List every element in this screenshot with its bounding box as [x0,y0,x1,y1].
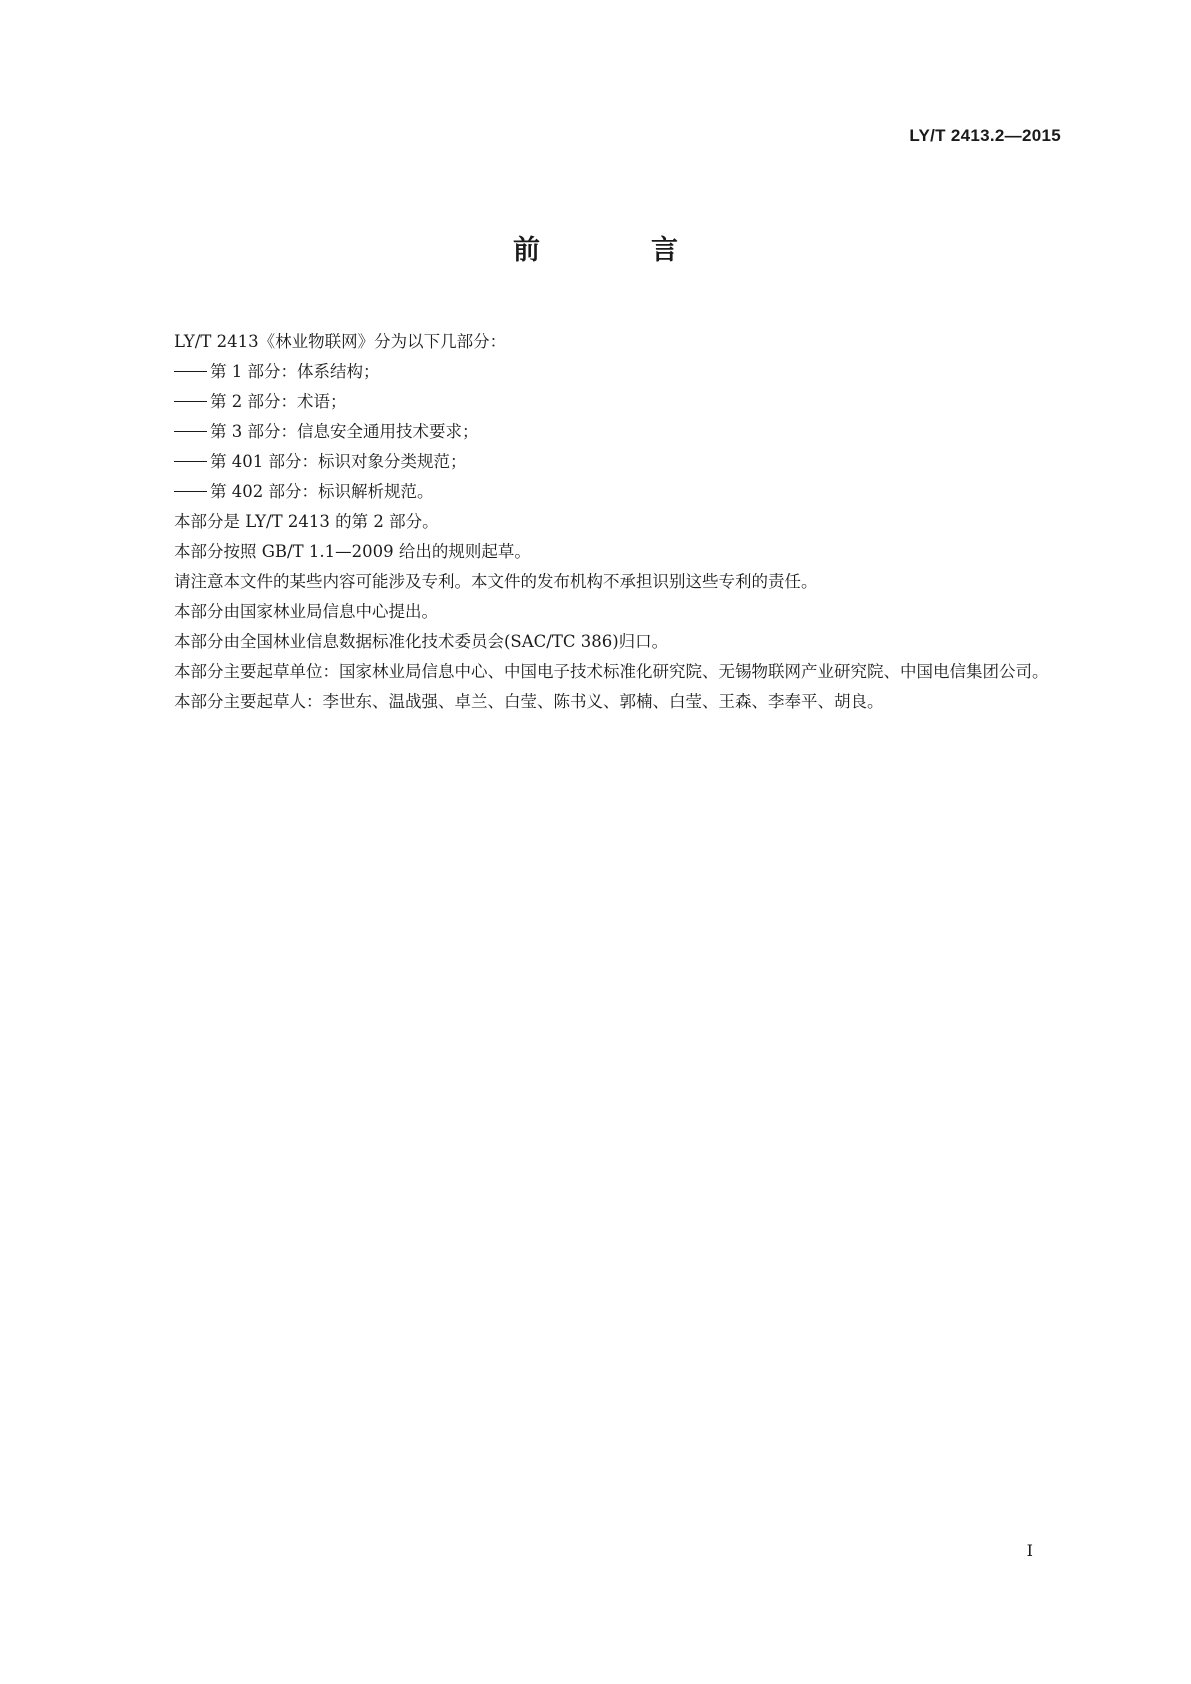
proposer-statement: 本部分由国家林业局信息中心提出。 [174,602,438,621]
part-list-item [138,357,1068,387]
part-label: 第 1 部分：体系结构； [210,362,380,381]
part-label: 第 3 部分：信息安全通用技术要求； [210,422,479,441]
part-label: 第 402 部分：标识解析规范。 [210,482,434,501]
page-number: I [1026,1541,1033,1560]
part-list-item [138,387,1068,417]
dash-marker [174,431,207,432]
part-list-item [138,417,1068,447]
intro-paragraph: LY/T 2413《林业物联网》分为以下几部分： [174,332,507,351]
committee-statement: 本部分由全国林业信息数据标准化技术委员会(SAC/TC 386)归口。 [174,632,669,651]
dash-marker [174,401,207,402]
page-title: 前 言 [513,235,720,266]
dash-marker [174,491,207,492]
part-label: 第 401 部分：标识对象分类规范； [210,452,467,471]
drafting-units: 本部分主要起草单位：国家林业局信息中心、中国电子技术标准化研究院、无锡物联网产业研究院、中国电信集团公司。 [174,662,1049,681]
patent-notice: 请注意本文件的某些内容可能涉及专利。本文件的发布机构不承担识别这些专利的责任。 [174,572,818,591]
drafting-rules: 本部分按照 GB/T 1.1—2009 给出的规则起草。 [174,542,531,561]
part-list-item [138,477,1068,507]
preface-body [138,327,1068,717]
part-list-item [138,447,1068,477]
standard-code: LY/T 2413.2—2015 [909,126,1061,145]
drafters: 本部分主要起草人：李世东、温战强、卓兰、白莹、陈书义、郭楠、白莹、王森、李奉平、胡良。 [174,692,884,711]
dash-marker [174,461,207,462]
dash-marker [174,371,207,372]
part-label: 第 2 部分：术语； [210,392,347,411]
part-statement: 本部分是 LY/T 2413 的第 2 部分。 [174,512,439,531]
